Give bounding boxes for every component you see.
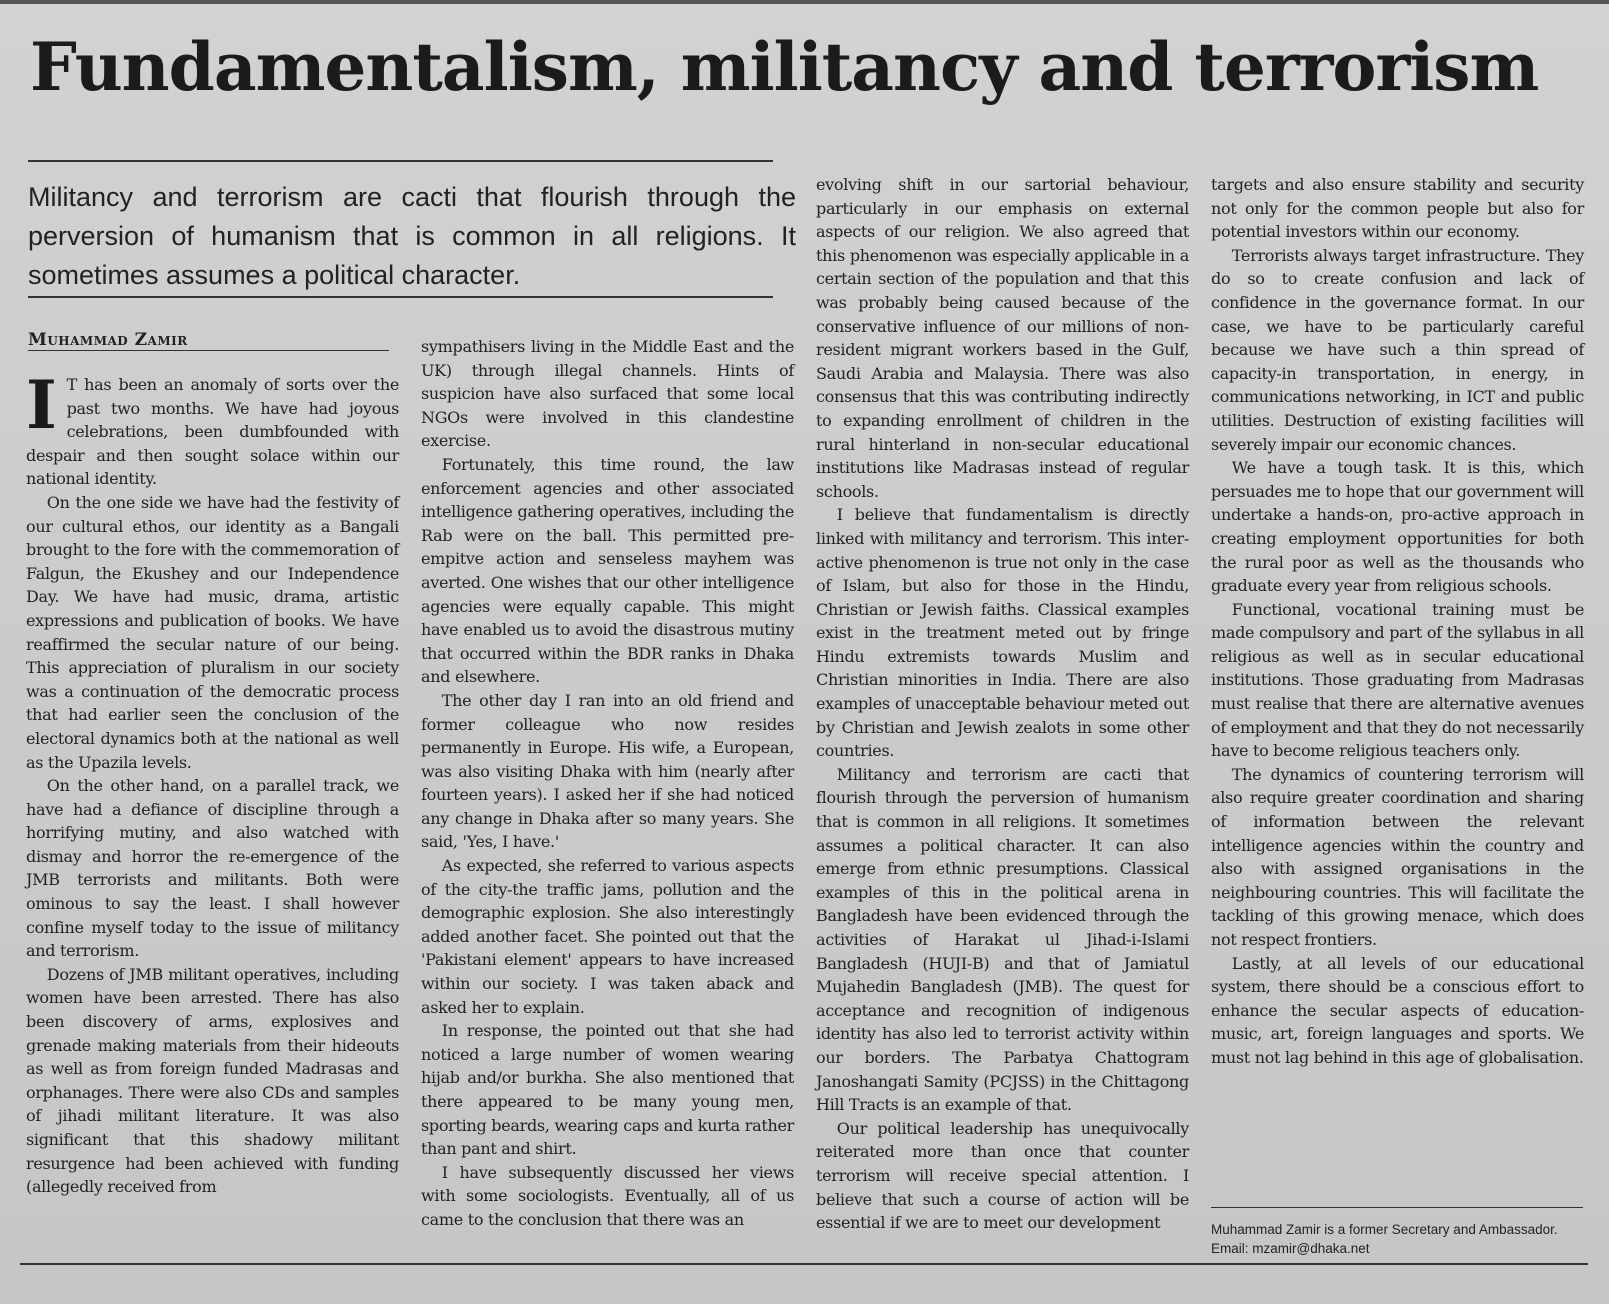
body-paragraph: I T has been an anomaly of sorts over the past two months. We have had joyous celebrations, been dumbfounded with despair and then sought solace within our national identity. (26, 366, 399, 489)
body-column-1 (26, 366, 399, 1199)
article-standfirst: Militancy and terrorism are cacti that flourish through the perversion of humanism that is common in all religions. It sometimes assumes a political character. (28, 182, 796, 290)
author-byline: Muhammad Zamir (28, 330, 188, 350)
body-paragraph: Militancy and terrorism are cacti that flourish through the perversion of humanism that is common in all religions. It sometimes assumes a political character. It can also emerge from ethnic presumptions. Classical examples of this in the political arena in Bangladesh have been evidenced through the activities of Harakat ul Jihad-i-Islami Bangladesh (HUJI-B) and that of Jamiatul Mujahedin Bangladesh (JMB). The quest for acceptance and recognition of indigenous identity has also led to terrorist activity within our borders. The Parbatya Chattogram Janoshangati Samity (PCJSS) in the Chittagong Hill Tracts is an example of that. (816, 764, 1189, 1115)
author-bio-text: Muhammad Zamir is a former Secretary and Ambassador. (1211, 1222, 1558, 1237)
article-headline: Fundamentalism, militancy and terrorism (30, 28, 1539, 106)
body-column-4 (1211, 173, 1584, 1070)
byline-rule (28, 350, 389, 351)
author-email[interactable]: Email: mzamir@dhaka.net (1211, 1241, 1370, 1256)
body-paragraph: In response, the pointed out that she had noticed a large number of women wearing hijab and/or burkha. She also mentioned that there appeared to be many young men, sporting beards, wearing caps and kurta rather than pant and shirt. (421, 1021, 794, 1159)
body-paragraph: Our political leadership has unequivocally reiterated more than once that counter terrorism will receive special attention. I believe that such a course of action will be essential if we are to meet our development (816, 1118, 1189, 1233)
body-paragraph: sympathisers living in the Middle East and the UK) through illegal channels. Hints of suspicion have also surfaced that some local NGOs were involved in this clandestine exercise. (421, 337, 794, 451)
body-paragraph: Fortunately, this time round, the law enforcement agencies and other associated intelligence gathering operatives, including the Rab were on the ball. This permitted pre-empitve action and senseless mayhem was averted. One wishes that our other intelligence agencies were equally capable. This might have enabled us to avoid the disastrous mutiny that occurred within the BDR ranks in Dhaka and elsewhere. (421, 454, 794, 687)
body-paragraph: evolving shift in our sartorial behaviour, particularly in our emphasis on external aspects of our religion. We also agreed that this phenomenon was especially applicable in a certain section of the population and that this was probably being caused because of the conservative influence of our millions of non-resident migrant workers based in the Gulf, Saudi Arabia and Malaysia. There was also consensus that this was contributing indirectly to expanding enrollment of children in the rural hinterland in non-secular educational institutions like Madrasas instead of regular schools. (816, 175, 1189, 501)
body-column-3 (816, 173, 1189, 1235)
author-bio (1211, 1220, 1591, 1258)
body-paragraph: I believe that fundamentalism is directly linked with militancy and terrorism. This inter-active phenomenon is true not only in the case of Islam, but also for those in the Hindu, Christian or Jewish faiths. Classical examples exist in the treatment meted out by fringe Hindu extremists towards Muslim and Christian minorities in India. There are also examples of unacceptable behaviour meted out by Christian and Jewish zealots in some other countries. (816, 505, 1189, 761)
body-paragraph: targets and also ensure stability and security not only for the common people but also for potential investors within our economy. (1211, 175, 1584, 242)
body-paragraph: As expected, she referred to various aspects of the city-the traffic jams, pollution and the demographic explosion. She also interestingly added another facet. She pointed out that the 'Pakistani element' appears to have increased within our society. I was taken aback and asked her to explain. (421, 856, 794, 1017)
body-paragraph: Dozens of JMB militant operatives, including women have been arrested. There has also been discovery of arms, explosives and grenade making materials from their hideouts as well as from foreign funded Madrasas and orphanages. There were also CDs and samples of jihadi militant literature. It was also significant that this shadowy militant resurgence had been achieved with funding (allegedly received from (26, 964, 399, 1197)
body-paragraph: On the other hand, on a parallel track, we have had a defiance of discipline through a horrifying mutiny, and also watched with dismay and horror the re-emergence of the JMB terrorists and militants. Both were ominous to say the least. I shall however confine myself today to the issue of militancy and terrorism. (26, 776, 399, 961)
body-paragraph: The other day I ran into an old friend and former colleague who now resides permanently in Europe. His wife, a European, was also visiting Dhaka with him (nearly after fourteen years). I asked her if she had noticed any change in Dhaka after so many years. She said, 'Yes, I have.' (421, 690, 794, 852)
body-paragraph: On the one side we have had the festivity of our cultural ethos, our identity as a Bangali brought to the fore with the commemoration of Falgun, the Ekushey and our Independence Day. We have had music, drama, artistic expressions and publication of books. We have reaffirmed the secular nature of our being. This appreciation of pluralism in our society was a continuation of the democratic process that had earlier seen the conclusion of the electoral dynamics both at the national as well as the Upazila levels. (26, 492, 399, 772)
bio-rule (1211, 1207, 1583, 1208)
body-paragraph: Terrorists always target infrastructure. They do so to create confusion and lack of confidence in the governance format. In our case, we have to be particularly careful because we have such a thin spread of capacity-in transportation, in energy, in communications networking, in ICT and public utilities. Destruction of existing facilities will severely impair our economic chances. (1211, 245, 1584, 454)
body-paragraph: We have a tough task. It is this, which persuades me to hope that our government will undertake a hands-on, pro-active approach in creating employment opportunities for both the rural poor as well as the thousands who graduate every year from religious schools. (1211, 458, 1584, 596)
body-paragraph: Functional, vocational training must be made compulsory and part of the syllabus in all religious as well as in secular educational institutions. Those graduating from Madrasas must realise that there are alternative avenues of employment and that they do not necessarily have to become religious teachers only. (1211, 599, 1584, 761)
drop-cap: I (26, 366, 57, 444)
top-border-rule (0, 0, 1609, 4)
standfirst-top-rule (28, 160, 773, 162)
body-column-2 (421, 335, 794, 1232)
standfirst-bottom-rule (28, 296, 773, 298)
body-paragraph: I have subsequently discussed her views with some sociologists. Eventually, all of us came to the conclusion that there was an (421, 1162, 794, 1229)
body-paragraph: The dynamics of countering terrorism will also require greater coordination and sharing of information between the relevant intelligence agencies within the country and also with assigned organisations in the neighbouring countries. This will facilitate the tackling of this growing menace, which does not respect frontiers. (1211, 764, 1584, 949)
bottom-rule (20, 1263, 1588, 1265)
body-paragraph: Lastly, at all levels of our educational system, there should be a conscious effort to enhance the secular aspects of education-music, art, foreign languages and sports. We must not lag behind in this age of globalisation. (1211, 953, 1584, 1067)
